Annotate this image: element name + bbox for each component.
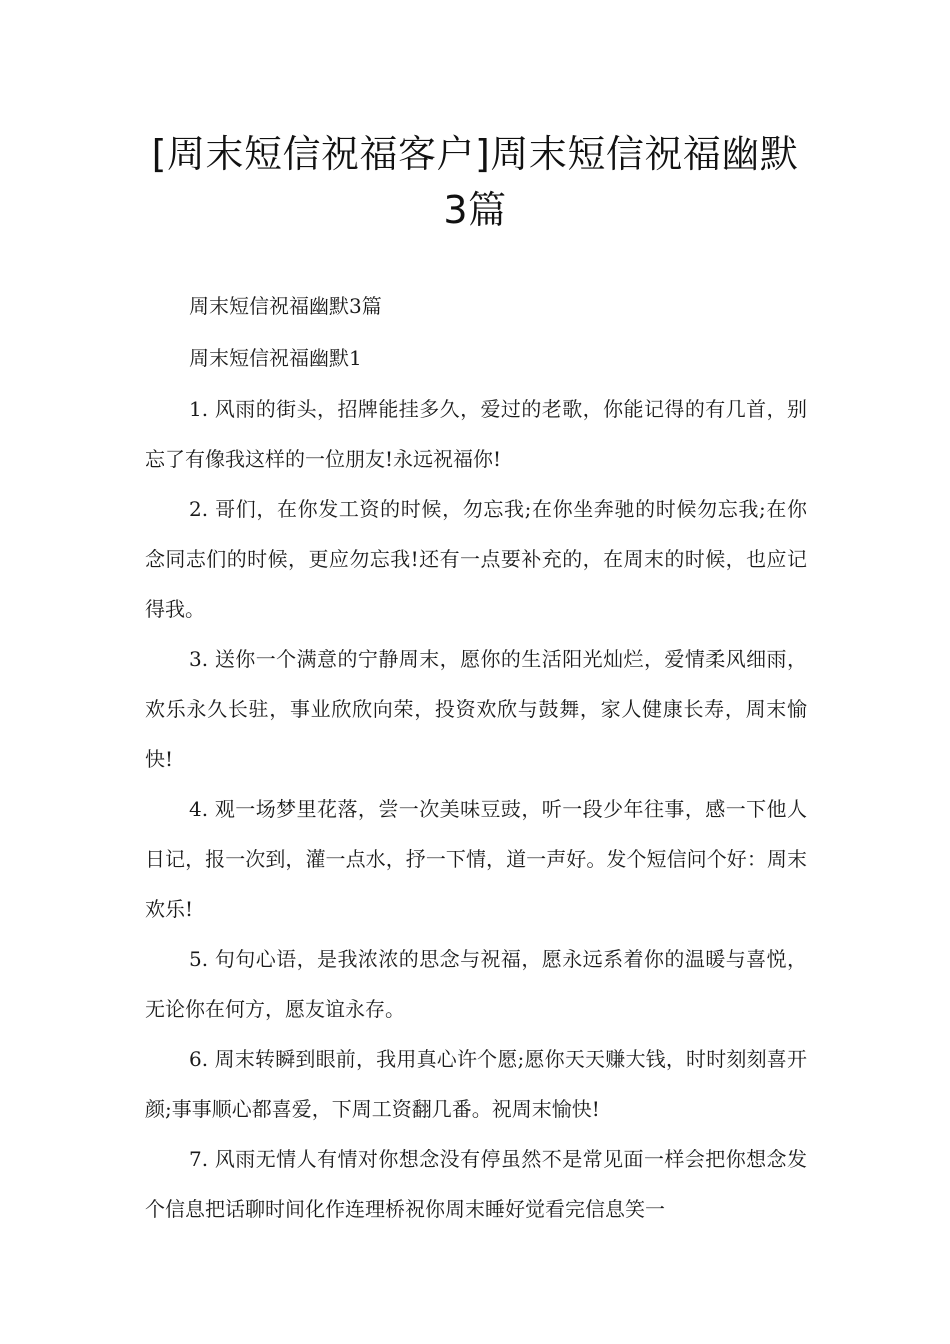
paragraph-6: 6. 周末转瞬到眼前，我用真心许个愿;愿你天天赚大钱，时时刻刻喜开颜;事事顺心都喜爱，下周工资翻几番。祝周末愉快! [145,1047,807,1121]
document-subtitle: 周末短信祝福幽默3篇 [189,294,382,318]
paragraph-7: 7. 风雨无情人有情对你想念没有停虽然不是常见面一样会把你想念发个信息把话聊时间化作连理桥祝你周末睡好觉看完信息笑一 [145,1147,807,1221]
section-heading: 周末短信祝福幽默1 [189,346,362,370]
document-title [100,126,850,238]
paragraph-4: 4. 观一场梦里花落，尝一次美味豆豉，听一段少年往事，感一下他人日记，报一次到，灌一点水，抒一下情，道一声好。发个短信问个好：周末欢乐! [145,797,807,921]
document-body [145,280,807,1234]
paragraph-5: 5. 句句心语，是我浓浓的思念与祝福，愿永远系着你的温暖与喜悦，无论你在何方，愿友谊永存。 [145,947,807,1021]
paragraph-2: 2. 哥们，在你发工资的时候，勿忘我;在你坐奔驰的时候勿忘我;在你念同志们的时候，更应勿忘我!还有一点要补充的，在周末的时候，也应记得我。 [145,497,807,621]
paragraph-3: 3. 送你一个满意的宁静周末，愿你的生活阳光灿烂，爱情柔风细雨，欢乐永久长驻，事业欣欣向荣，投资欢欣与鼓舞，家人健康长寿，周末愉快! [145,647,807,771]
document-title-line-1: [周末短信祝福客户]周末短信祝福幽默 [151,132,799,176]
document-title-line-2: 3篇 [443,188,507,232]
paragraph-1: 1. 风雨的街头，招牌能挂多久，爱过的老歌，你能记得的有几首，别忘了有像我这样的一位朋友!永远祝福你! [145,397,807,471]
